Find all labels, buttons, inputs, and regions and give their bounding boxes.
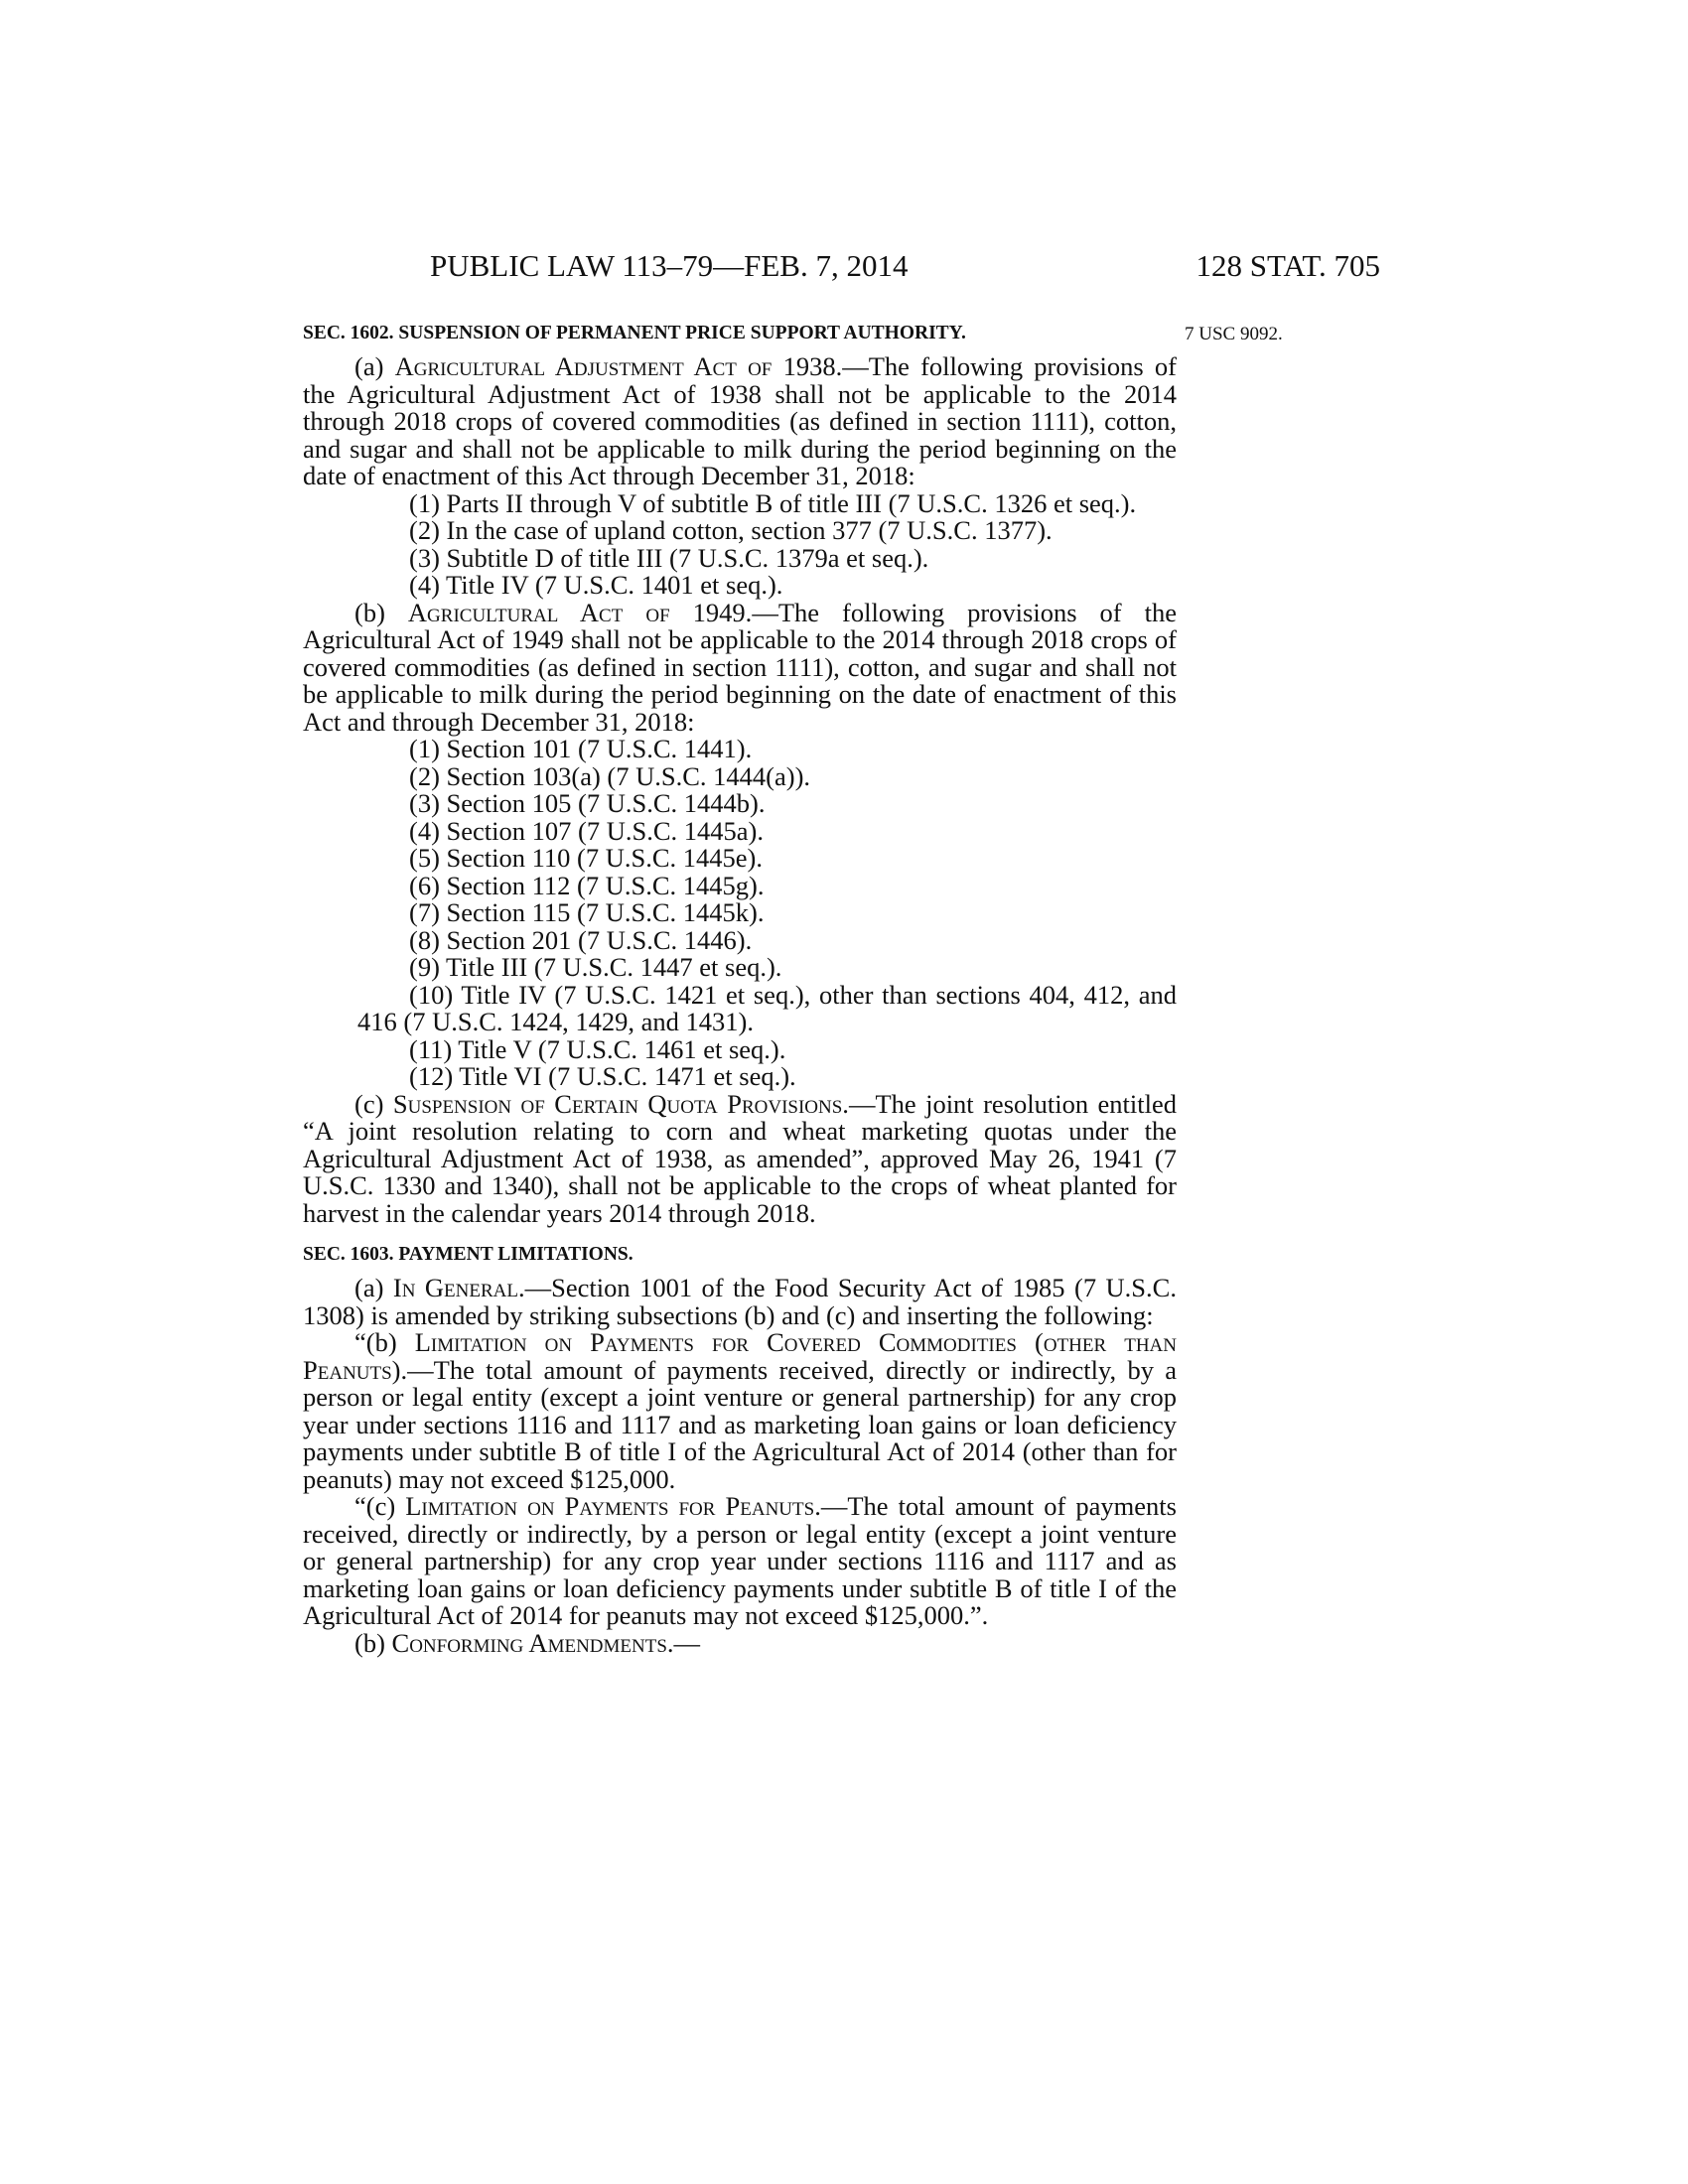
quoted-c-heading: Limitation on Payments for Peanuts. [405, 1491, 821, 1521]
list-item: (7) Section 115 (7 U.S.C. 1445k). [409, 897, 765, 927]
section-1602-subsection-a [303, 353, 1177, 490]
subsection-c-heading: Suspension of Certain Quota Provisions. [392, 1088, 849, 1119]
section-1602-subsection-c [303, 1088, 1178, 1228]
list-item: (11) Title V (7 U.S.C. 1461 et seq.). [409, 1033, 786, 1064]
subsection-a-text: —The following provisions of the Agricultural Adjustment Act of 1938 shall not be applicable to the 2014 through 2018 crops of covered commodities (as defined in section 1111), cotton, and sugar and shall not be applicable to milk during the period beginning on the date of enactment of this Act through December 31, 2018: [303, 351, 1177, 490]
list-item: (5) Section 110 (7 U.S.C. 1445e). [409, 843, 763, 873]
list-item: (10) Title IV (7 U.S.C. 1421 et seq.), other than sections 404, 412, and 416 (7 U.S.C. 1424, 1429, and 1431). [357, 979, 1177, 1036]
list-item: (3) Section 105 (7 U.S.C. 1444b). [409, 788, 766, 818]
section-1603-subsection-b [303, 1627, 1177, 1658]
list-item: (6) Section 112 (7 U.S.C. 1445g). [409, 870, 765, 900]
subsection-a-number: (a) [354, 1273, 393, 1302]
quoted-c-text: —The total amount of payments received, directly or indirectly, by a person or legal entity (except a joint venture or general partnership) for any crop year under sections 1116 and 1117 and as marketing loan gains or loan deficiency payments under subtitle B of title I of the Agricultural Act of 2014 for peanuts may not exceed $125,000.”. [303, 1491, 1177, 1630]
quoted-subsection-c [303, 1493, 1177, 1630]
list-item: (8) Section 201 (7 U.S.C. 1446). [409, 924, 753, 955]
subsection-a-year: 1938. [772, 351, 843, 381]
subsection-b-text: — [673, 1627, 701, 1658]
quoted-b-number: “(b) [354, 1327, 415, 1357]
quoted-b-heading: Limitation on Payments for Covered Commodities (other than Peanuts). [303, 1327, 1177, 1385]
subsection-c-text: —The joint resolution entitled “A joint resolution relating to corn and wheat marketing quotas under the Agricultural Adjustment Act of 1938, as amended”, approved May 26, 1941 (7 U.S.C. 1330 and 1340), shall not be applicable to the crops of wheat planted for harvest in the calendar years 2014 through 2018. [303, 1088, 1178, 1228]
list-item: (12) Title VI (7 U.S.C. 1471 et seq.). [409, 1061, 796, 1091]
public-law-header: PUBLIC LAW 113–79—FEB. 7, 2014 [430, 248, 909, 283]
document-body [303, 320, 1177, 1657]
subsection-b-text: —The following provisions of the Agricultural Act of 1949 shall not be applicable to the 2014 through 2018 crops of covered commodities (as defined in section 1111), cotton, and sugar and shall not be applicable to milk during the period beginning on the date of enactment of this Act and through December 31, 2018: [303, 597, 1178, 737]
list-item: (2) In the case of upland cotton, section 377 (7 U.S.C. 1377). [409, 515, 1053, 545]
subsection-b-year: 1949. [669, 597, 753, 627]
subsection-b-heading: Agricultural Act of [407, 597, 670, 627]
quoted-c-number: “(c) [354, 1491, 406, 1521]
section-1603-subsection-a [303, 1275, 1177, 1329]
subsection-b-heading: Conforming Amendments. [391, 1627, 674, 1658]
section-1602-subsection-b [303, 597, 1178, 737]
subsection-b-number: (b) [354, 597, 408, 627]
section-1603-heading: SEC. 1603. PAYMENT LIMITATIONS. [303, 1244, 633, 1265]
quoted-subsection-b [303, 1329, 1177, 1493]
list-item: (2) Section 103(a) (7 U.S.C. 1444(a)). [409, 760, 811, 791]
list-item: (3) Subtitle D of title III (7 U.S.C. 1379a et seq.). [409, 542, 929, 573]
list-item: (1) Parts II through V of subtitle B of title III (7 U.S.C. 1326 et seq.). [409, 487, 1137, 518]
statute-page-number: 128 STAT. 705 [1196, 248, 1380, 283]
subsection-a-text: —Section 1001 of the Food Security Act of 1985 (7 U.S.C. 1308) is amended by striking subsections (b) and (c) and inserting the following: [303, 1273, 1177, 1330]
list-item: (1) Section 101 (7 U.S.C. 1441). [409, 734, 753, 763]
subsection-b-number: (b) [354, 1627, 392, 1658]
quoted-b-text: —The total amount of payments received, directly or indirectly, by a person or legal entity (except a joint venture or general partnership) for any crop year under sections 1116 and 1117 and as marketing loan gains or loan deficiency payments under subtitle B of title I of the Agricultural Act of 2014 (other than for peanuts) may not exceed $125,000. [303, 1354, 1177, 1494]
list-item: (9) Title III (7 U.S.C. 1447 et seq.). [409, 952, 782, 982]
margin-note-usc-citation: 7 USC 9092. [1185, 324, 1283, 344]
list-item: (4) Title IV (7 U.S.C. 1401 et seq.). [409, 570, 783, 600]
subsection-a-heading: In General. [392, 1273, 525, 1302]
subsection-c-number: (c) [354, 1088, 393, 1119]
subsection-a-number: (a) [354, 351, 395, 381]
list-item: (4) Section 107 (7 U.S.C. 1445a). [409, 815, 764, 846]
running-head [298, 248, 1380, 298]
subsection-a-heading: Agricultural Adjustment Act of [394, 351, 773, 381]
section-1602-heading: SEC. 1602. SUSPENSION OF PERMANENT PRICE SUPPORT AUTHORITY. [303, 323, 966, 343]
